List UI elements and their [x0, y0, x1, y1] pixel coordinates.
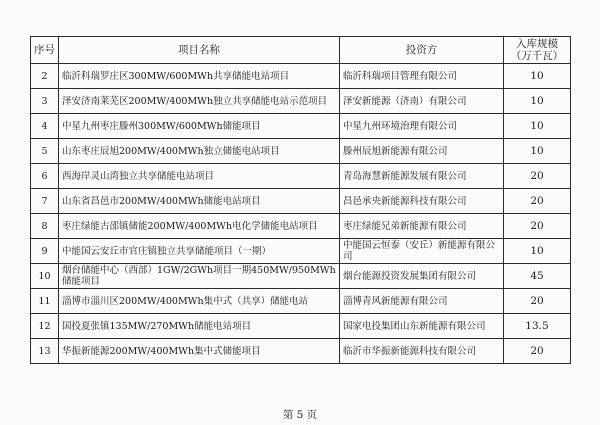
- row-capacity: 10: [504, 114, 571, 139]
- row-investor: 中能国云恒泰（安丘）新能源有限公司: [340, 239, 504, 264]
- row-serial-number: 7: [31, 189, 59, 214]
- table-row: [31, 264, 571, 289]
- table-header-row: [31, 37, 571, 64]
- row-investor: 临沂科瑞项目管理有限公司: [340, 64, 504, 89]
- row-investor: 泽安新能源（济南）有限公司: [340, 89, 504, 114]
- row-capacity: 20: [504, 289, 571, 314]
- row-capacity: 10: [504, 239, 571, 264]
- row-project-name: 烟台储能中心（西部）1GW/2GWh项目一期450MW/950MWh储能项目: [59, 264, 340, 289]
- row-capacity: 20: [504, 339, 571, 364]
- row-serial-number: 8: [31, 214, 59, 239]
- row-investor: 淄博青风新能源有限公司: [340, 289, 504, 314]
- row-capacity: 20: [504, 214, 571, 239]
- table-row: [31, 339, 571, 364]
- row-investor: 青岛海慧新能源发展有限公司: [340, 164, 504, 189]
- row-project-name: 泽安济南莱芜区200MW/400MWh独立共享储能电站示范项目: [59, 89, 340, 114]
- row-serial-number: 13: [31, 339, 59, 364]
- table-row: [31, 114, 571, 139]
- row-serial-number: 10: [31, 264, 59, 289]
- row-serial-number: 11: [31, 289, 59, 314]
- table-row: [31, 89, 571, 114]
- row-investor: 国家电投集团山东新能源有限公司: [340, 314, 504, 339]
- row-capacity: 20: [504, 164, 571, 189]
- row-serial-number: 6: [31, 164, 59, 189]
- header-project-name: 项目名称: [59, 37, 340, 64]
- page-number: 第 5 页: [282, 409, 318, 421]
- row-project-name: 国投夏张镇135MW/270MWh储能电站项目: [59, 314, 340, 339]
- table-row: [31, 289, 571, 314]
- row-capacity: 13.5: [504, 314, 571, 339]
- table-row: [31, 164, 571, 189]
- row-investor: 烟台能源投资发展集团有限公司: [340, 264, 504, 289]
- row-serial-number: 9: [31, 239, 59, 264]
- row-investor: 枣庄绿能兄弟新能源有限公司: [340, 214, 504, 239]
- row-project-name: 山东枣庄辰旭200MW/400MWh独立储能电站项目: [59, 139, 340, 164]
- table-row: [31, 239, 571, 264]
- table-row: [31, 64, 571, 89]
- row-serial-number: 12: [31, 314, 59, 339]
- header-capacity-line1: 入库规模: [516, 38, 558, 50]
- table-row: [31, 139, 571, 164]
- row-project-name: 淄博市淄川区200MW/400MWh集中式（共享）储能电站: [59, 289, 340, 314]
- table-row: [31, 189, 571, 214]
- table-row: [31, 214, 571, 239]
- row-investor: 临沂市华振新能源科技有限公司: [340, 339, 504, 364]
- row-capacity: 10: [504, 89, 571, 114]
- row-capacity: 45: [504, 264, 571, 289]
- row-capacity: 10: [504, 64, 571, 89]
- header-investor: 投资方: [340, 37, 504, 64]
- row-project-name: 中能国云安丘市官庄镇独立共享储能项目（一期）: [59, 239, 340, 264]
- row-investor: 滕州辰旭新能源有限公司: [340, 139, 504, 164]
- project-table: [30, 36, 571, 364]
- header-capacity: [504, 37, 571, 64]
- row-project-name: 山东省昌邑市200MW/400MWh储能电站项目: [59, 189, 340, 214]
- row-capacity: 10: [504, 139, 571, 164]
- row-capacity: 20: [504, 189, 571, 214]
- row-serial-number: 2: [31, 64, 59, 89]
- row-project-name: 西海岸灵山湾独立共享储能电站项目: [59, 164, 340, 189]
- row-serial-number: 3: [31, 89, 59, 114]
- row-project-name: 临沂科瑞罗庄区300MW/600MWh共享储能电站项目: [59, 64, 340, 89]
- row-project-name: 华振新能源200MW/400MWh集中式储能项目: [59, 339, 340, 364]
- row-project-name: 枣庄绿能古邵镇储能200MW/400MWh电化学储能电站项目: [59, 214, 340, 239]
- header-serial-number: 序号: [31, 37, 59, 64]
- table-row: [31, 314, 571, 339]
- row-investor: 昌邑承央新能源科技有限公司: [340, 189, 504, 214]
- row-investor: 中星九州环境治理有限公司: [340, 114, 504, 139]
- header-capacity-line2: （万千瓦）: [510, 50, 564, 62]
- row-serial-number: 5: [31, 139, 59, 164]
- row-serial-number: 4: [31, 114, 59, 139]
- row-project-name: 中星九州枣庄滕州300MW/600MWh储能项目: [59, 114, 340, 139]
